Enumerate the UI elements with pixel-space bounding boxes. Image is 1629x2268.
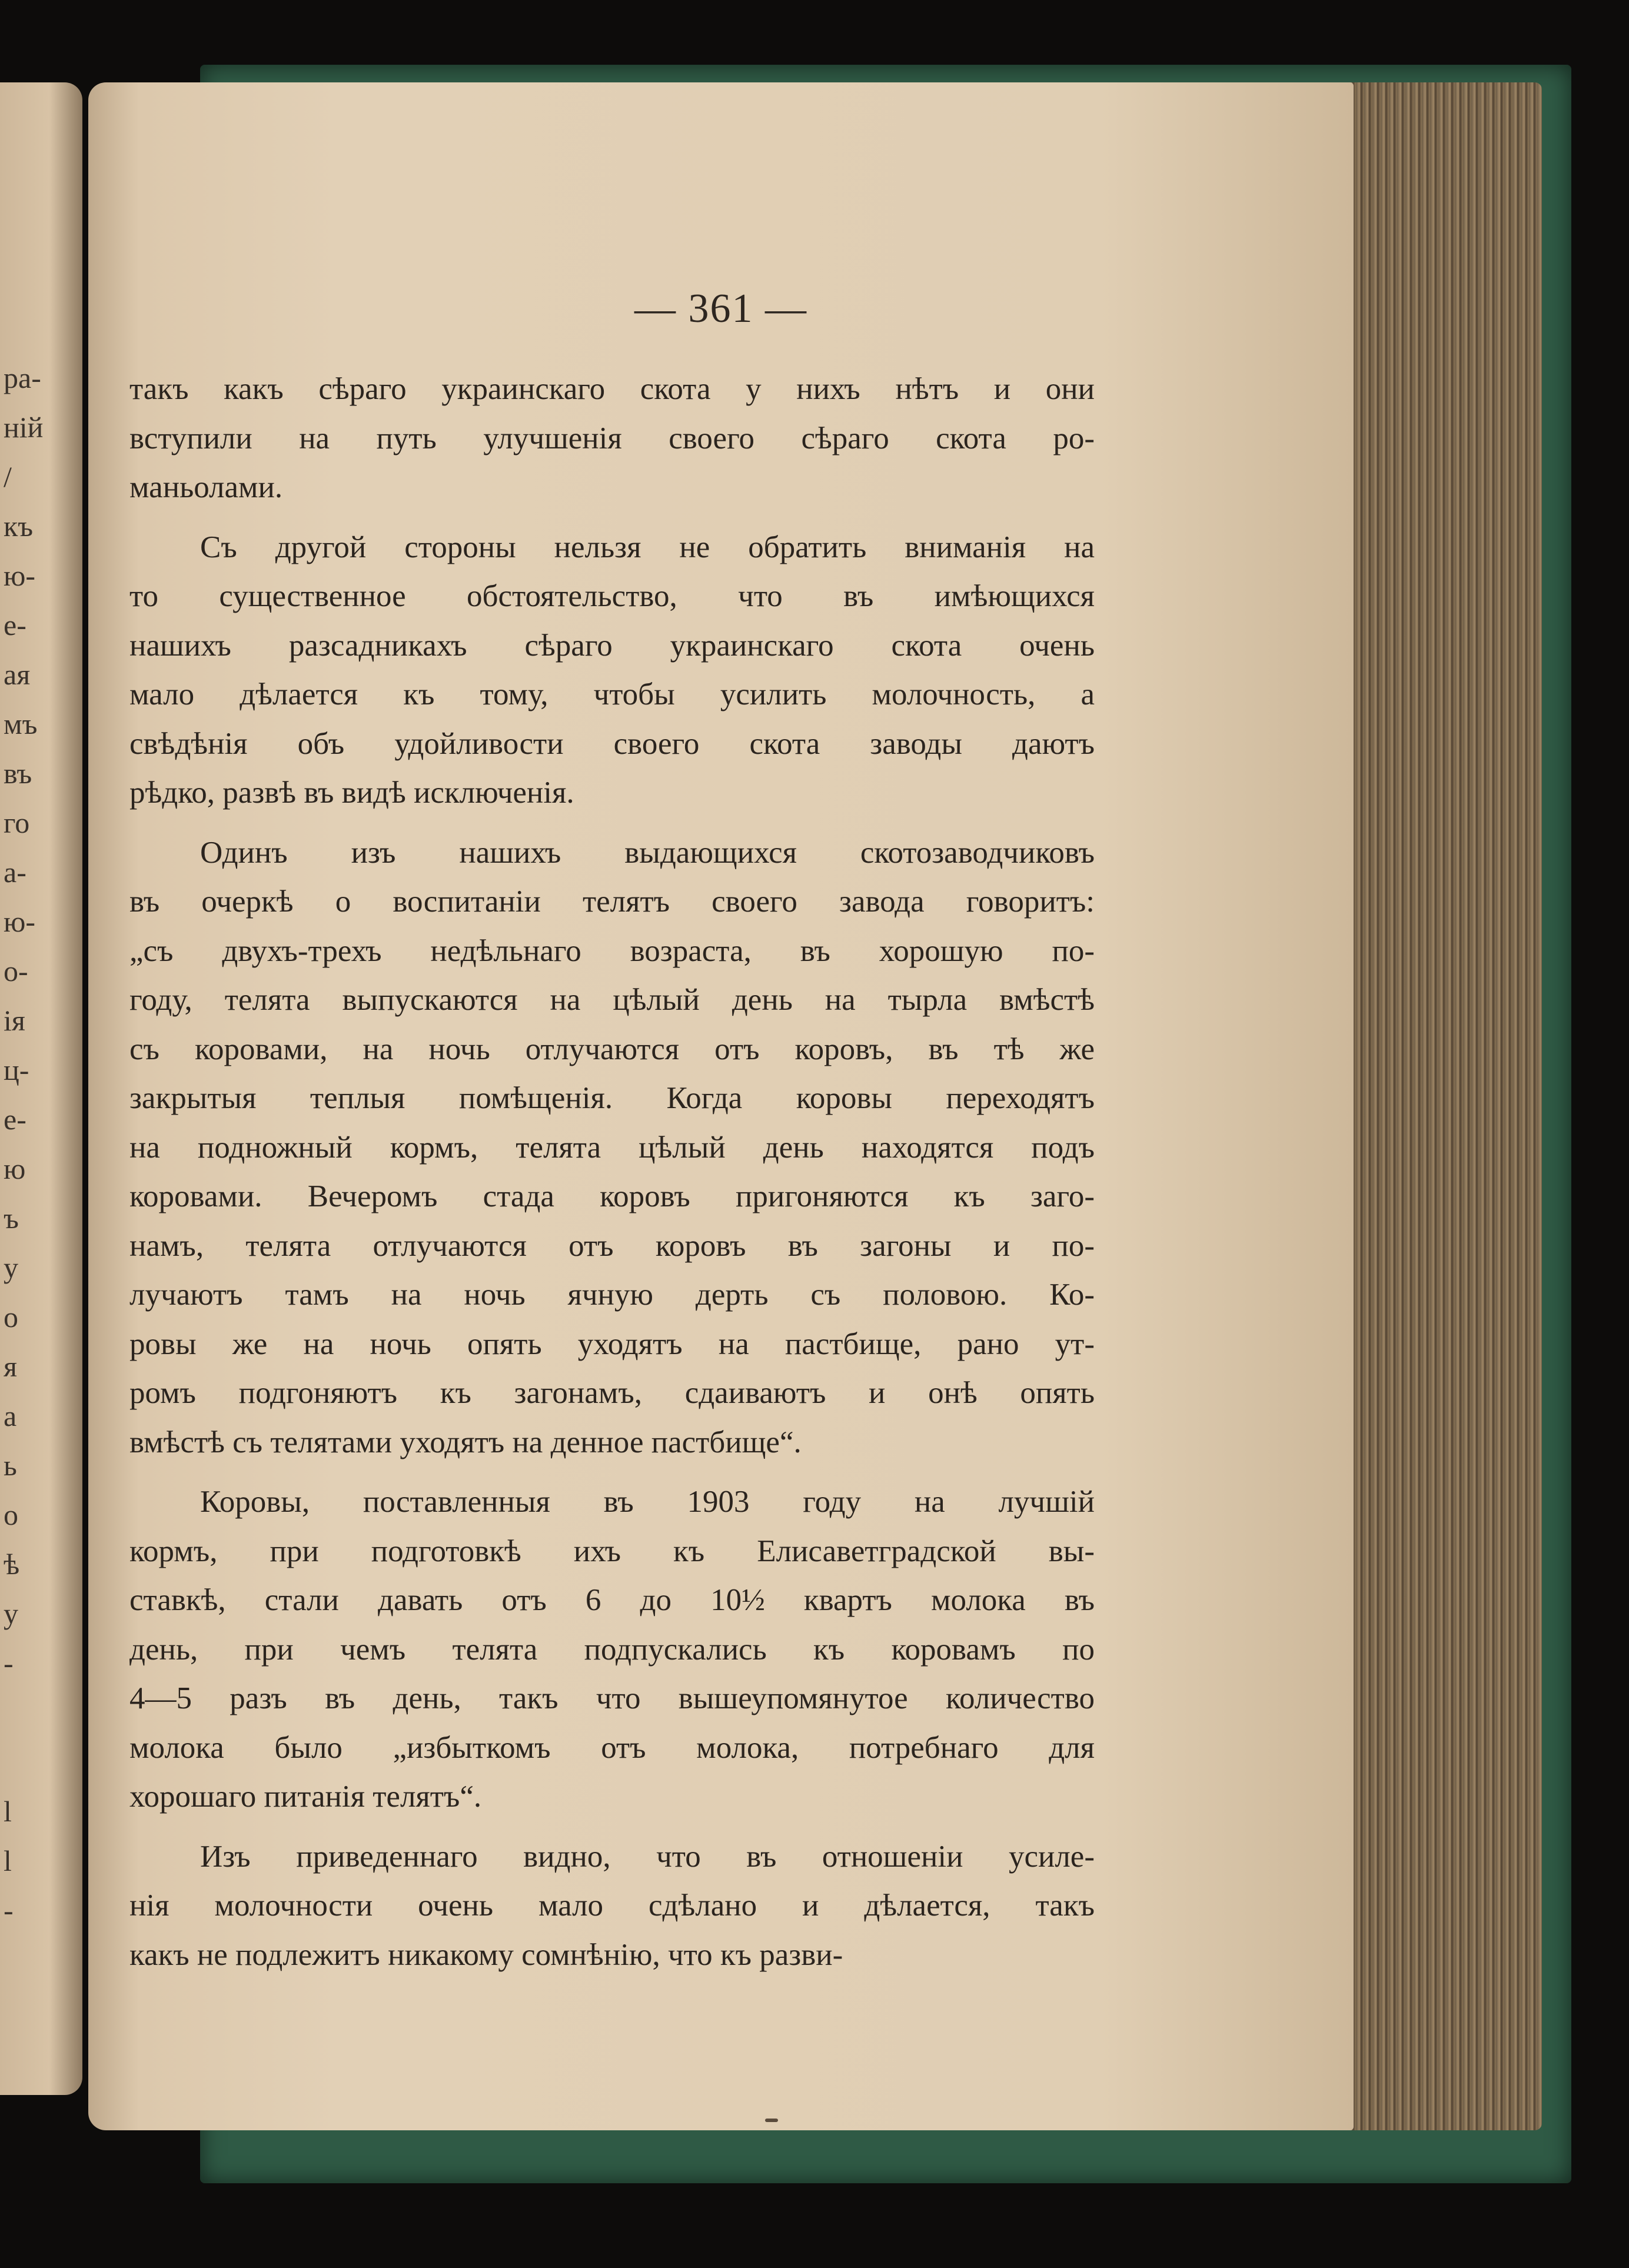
text-line: коровами. Вечеромъ стада коровъ пригоняются къ заго- — [129, 1179, 1095, 1213]
left-page-fragment: ія — [4, 1004, 25, 1037]
left-page-fragment: ра- — [4, 361, 41, 394]
text-line: день, при чемъ телята подпускались къ коровамъ по — [129, 1632, 1095, 1667]
paragraph — [129, 1478, 1095, 1822]
left-page-fragment: го — [4, 806, 30, 839]
text-line: Съ другой стороны нельзя не обратить вниманія на — [200, 530, 1095, 564]
text-line: вмѣстѣ съ телятами уходятъ на денное пастбище“. — [129, 1425, 802, 1459]
left-page-fragment: / — [4, 460, 12, 493]
paragraph-gap — [129, 1467, 1095, 1478]
text-line: кормъ, при подготовкѣ ихъ къ Елисаветградской вы- — [129, 1534, 1095, 1568]
text-line: ровы же на ночь опять уходятъ на пастбище, рано ут- — [129, 1326, 1095, 1361]
paragraph-gap — [129, 1822, 1095, 1833]
text-line: ромъ подгоняютъ къ загонамъ, сдаиваютъ и онѣ опять — [129, 1376, 1095, 1410]
left-page-fragment: а — [4, 1399, 17, 1432]
left-page-fragment: ній — [4, 411, 44, 444]
text-line: „съ двухъ-трехъ недѣльнаго возраста, въ хорошую по- — [129, 933, 1095, 968]
text-line: на подножный кормъ, телята цѣлый день находятся подъ — [129, 1130, 1095, 1165]
left-page-fragment: е- — [4, 608, 26, 641]
left-page-fragment: ъ — [4, 1202, 19, 1235]
left-page-fragment: ь — [4, 1449, 17, 1482]
left-page-fragment: - — [4, 1894, 14, 1927]
left-page-fragment: къ — [4, 510, 34, 543]
left-page-fragment: ю- — [4, 559, 36, 592]
left-page-fragment: въ — [4, 757, 32, 790]
book-page — [88, 82, 1354, 2130]
left-page-fragment: я — [4, 1350, 17, 1383]
paragraph — [129, 523, 1095, 818]
left-page-fragment: ая — [4, 658, 31, 691]
text-line: хорошаго питанія телятъ“. — [129, 1780, 482, 1814]
text-line: намъ, телята отлучаются отъ коровъ въ загоны и по- — [129, 1228, 1095, 1263]
left-page-fragment: у — [4, 1597, 18, 1630]
left-page-fragment: ц- — [4, 1053, 29, 1086]
left-page-edge — [0, 82, 82, 2095]
left-page-fragment: у — [4, 1251, 18, 1284]
text-line: лучаютъ тамъ на ночь ячную дерть съ половою. Ко- — [129, 1278, 1095, 1312]
left-page-fragment — [4, 1737, 80, 1787]
left-page-fragment: ю — [4, 1152, 26, 1185]
left-page-fragment: мъ — [4, 707, 38, 740]
text-line: Изъ приведеннаго видно, что въ отношеніи усиле- — [200, 1839, 1095, 1874]
text-line: молока было „избыткомъ отъ молока, потребнаго для — [129, 1730, 1095, 1765]
left-page-fragment: - — [4, 1647, 14, 1680]
text-line: 4—5 разъ въ день, такъ что вышеупомянутое количество — [129, 1681, 1095, 1715]
page-number: — 361 — — [634, 286, 807, 331]
ink-mark — [765, 2119, 778, 2122]
text-line: съ коровами, на ночь отлучаются отъ коровъ, въ тѣ же — [129, 1032, 1095, 1066]
left-page-fragment — [4, 1688, 80, 1737]
page-edges — [1348, 82, 1542, 2130]
left-page-fragment: о — [4, 1498, 18, 1531]
text-line: ставкѣ, стали давать отъ 6 до 10½ квартъ молока въ — [129, 1583, 1095, 1617]
left-page-fragment: l — [4, 1795, 12, 1828]
text-line: маньолами. — [129, 470, 283, 504]
left-page-fragment: о — [4, 1301, 18, 1333]
paragraph — [129, 829, 1095, 1468]
text-line: рѣдко, развѣ въ видѣ исключенія. — [129, 776, 574, 810]
left-page-fragment: ю- — [4, 905, 36, 938]
paragraph — [129, 1833, 1095, 1980]
page-text — [129, 365, 1095, 1980]
text-line: году, телята выпускаются на цѣлый день на тырла вмѣстѣ — [129, 983, 1095, 1017]
text-line: такъ какъ сѣраго украинскаго скота у нихъ нѣтъ и они — [129, 372, 1095, 406]
text-line: мало дѣлается къ тому, чтобы усилить молочность, а — [129, 677, 1095, 711]
text-line: вступили на путь улучшенія своего сѣраго скота ро- — [129, 421, 1095, 455]
text-line: Одинъ изъ нашихъ выдающихся скотозаводчиковъ — [200, 835, 1095, 870]
left-page-text-fragments — [4, 353, 80, 1935]
paragraph — [129, 365, 1095, 513]
text-line: свѣдѣнія объ удойливости своего скота заводы даютъ — [129, 726, 1095, 761]
left-page-fragment: а- — [4, 856, 26, 889]
text-line: какъ не подлежитъ никакому сомнѣнію, что къ разви- — [129, 1937, 843, 1972]
left-page-fragment: о- — [4, 955, 28, 987]
text-line: нашихъ разсадникахъ сѣраго украинскаго скота очень — [129, 628, 1095, 663]
text-line: то существенное обстоятельство, что въ имѣющихся — [129, 579, 1095, 613]
text-line: въ очеркѣ о воспитаніи телятъ своего завода говоритъ: — [129, 884, 1095, 919]
paragraph-gap — [129, 818, 1095, 829]
text-line: нія молочности очень мало сдѣлано и дѣлается, такъ — [129, 1888, 1095, 1923]
text-line: закрытыя теплыя помѣщенія. Когда коровы переходятъ — [129, 1081, 1095, 1115]
left-page-fragment: е- — [4, 1103, 26, 1136]
paragraph-gap — [129, 513, 1095, 523]
left-page-fragment: ѣ — [4, 1548, 20, 1581]
left-page-fragment: l — [4, 1844, 12, 1877]
text-line: Коровы, поставленныя въ 1903 году на лучшій — [200, 1485, 1095, 1519]
